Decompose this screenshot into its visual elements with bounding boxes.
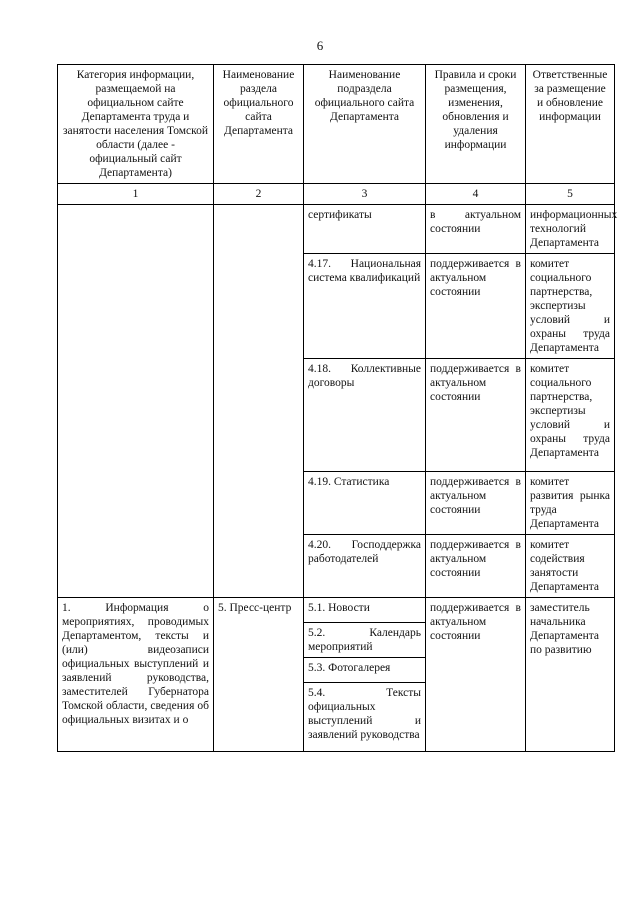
header-rules: Правила и сроки размещения, изменения, обновления и удаления информации — [426, 65, 526, 184]
rule-cell: поддерживается в актуальном состоянии — [426, 598, 526, 752]
table-row — [58, 205, 615, 254]
column-number: 5 — [526, 184, 615, 205]
subsection-cell: 4.19. Статистика — [304, 472, 426, 535]
subsection-cell: 4.17. Национальная система квалификаций — [304, 254, 426, 359]
rule-cell: поддерживается в актуальном состоянии — [426, 472, 526, 535]
responsible-cell: комитет содействия занятости Департамента — [526, 535, 615, 598]
page-number: 6 — [316, 38, 324, 53]
header-section: Наименование раздела официального сайта Департамента — [214, 65, 304, 184]
information-table — [57, 64, 618, 752]
responsible-cell: комитет развития рынка труда Департамента — [526, 472, 615, 535]
rule-cell: поддерживается в актуальном состоянии — [426, 254, 526, 359]
section-cell: 5. Пресс-центр — [214, 598, 304, 752]
rule-cell: поддерживается в актуальном состоянии — [426, 535, 526, 598]
responsible-cell: комитет социального партнерства, экспертизы условий и охраны труда Департамента — [526, 254, 615, 359]
table-header-row — [58, 65, 615, 184]
column-number: 3 — [304, 184, 426, 205]
category-cell: 1. Информация о мероприятиях, проводимых Департаментом, тексты и (или) видеозаписи официальных выступлений и заявлений руководства, заместителей Губернатора Томской области, сведения об официальных визитах и о — [58, 598, 214, 752]
column-number-row — [58, 184, 615, 205]
subsection-cell: 4.18. Коллективные договоры — [304, 359, 426, 472]
subsection-cell: 4.20. Господдержка работодателей — [304, 535, 426, 598]
column-number: 4 — [426, 184, 526, 205]
empty-section-cell — [214, 205, 304, 598]
rule-cell: в актуальном состоянии — [426, 205, 526, 254]
responsible-cell: информационных технологий Департамента — [526, 205, 615, 254]
subsection-cell: 5.4. Тексты официальных выступлений и заявлений руководства — [304, 683, 426, 752]
subsection-cell: 5.1. Новости — [304, 598, 426, 623]
responsible-cell: комитет социального партнерства, экспертизы условий и охраны труда Департамента — [526, 359, 615, 472]
column-number: 2 — [214, 184, 304, 205]
subsection-cell: сертификаты — [304, 205, 426, 254]
header-responsible: Ответственные за размещение и обновление информации — [526, 65, 615, 184]
rule-cell: поддерживается в актуальном состоянии — [426, 359, 526, 472]
column-number: 1 — [58, 184, 214, 205]
header-subsection: Наименование подраздела официального сайта Департамента — [304, 65, 426, 184]
subsection-cell: 5.2. Календарь мероприятий — [304, 623, 426, 658]
table-row — [58, 598, 615, 623]
subsection-cell: 5.3. Фотогалерея — [304, 658, 426, 683]
responsible-cell: заместитель начальника Департамента по развитию — [526, 598, 615, 752]
empty-category-cell — [58, 205, 214, 598]
header-category: Категория информации, размещаемой на официальном сайте Департамента труда и занятости населения Томской области (далее - официальный сайт Департамента) — [58, 65, 214, 184]
